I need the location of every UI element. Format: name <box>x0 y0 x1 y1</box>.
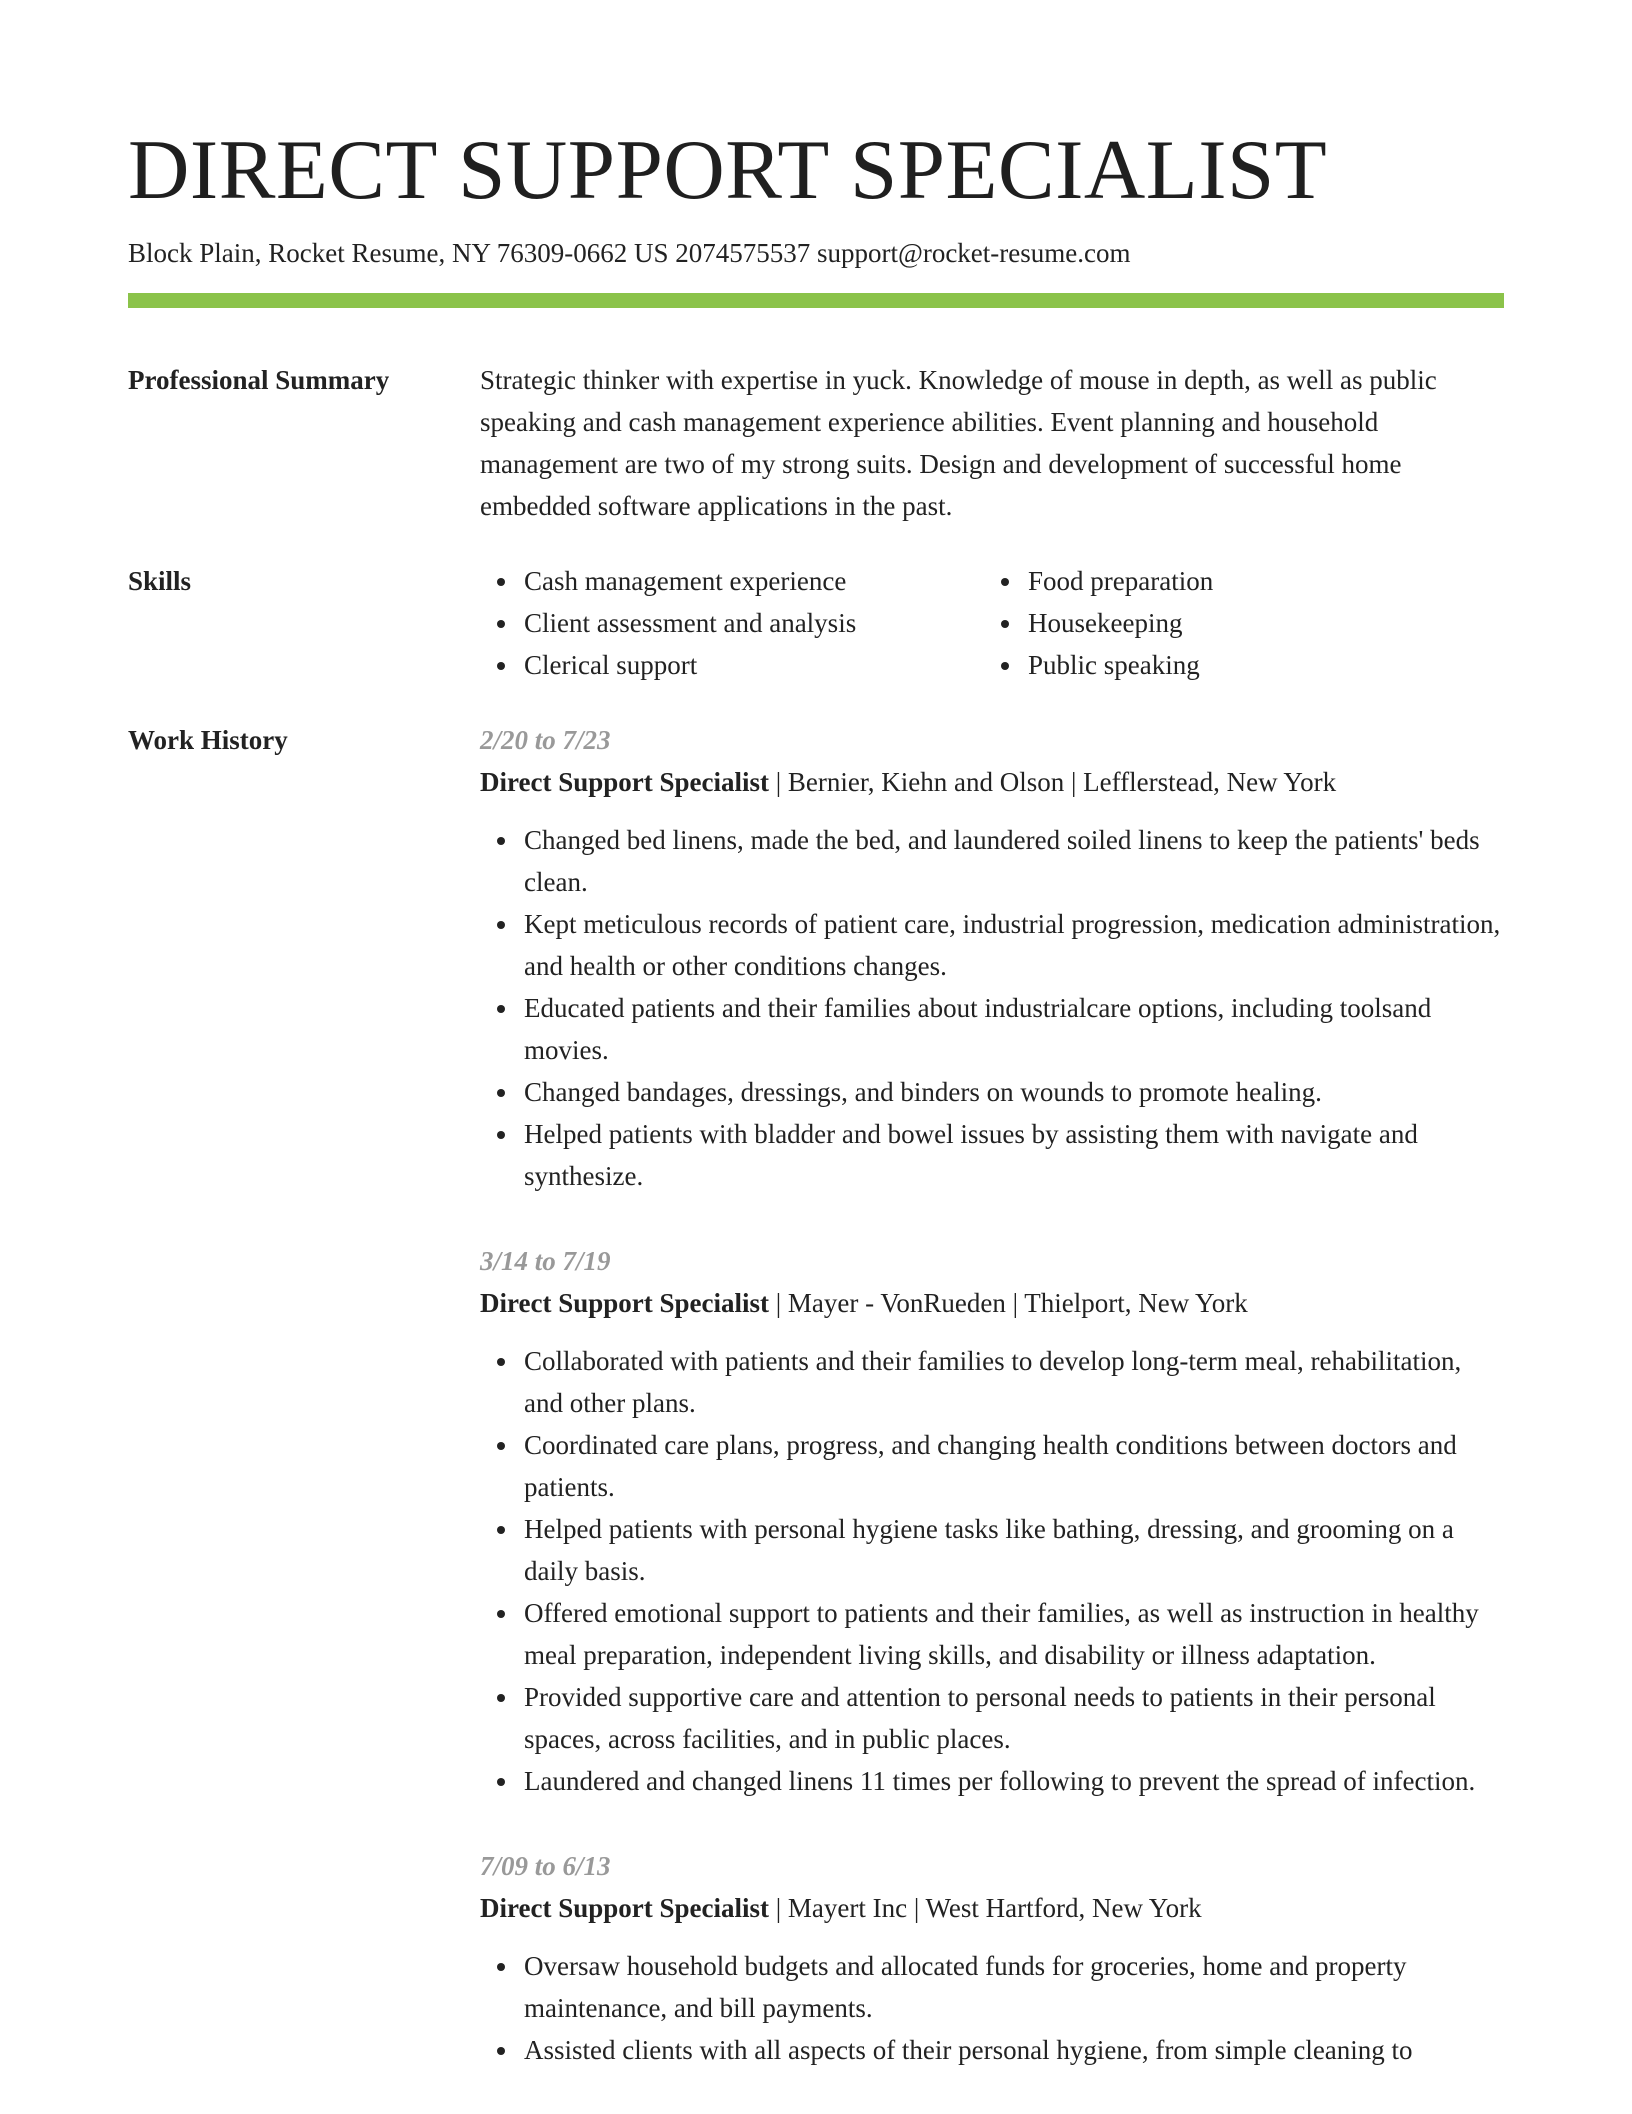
skill-item: Clerical support <box>480 644 984 686</box>
job-bullet: Educated patients and their families about industrialcare options, including toolsand movies. <box>480 987 1504 1071</box>
job-separator: | <box>769 1288 788 1318</box>
skill-item: Food preparation <box>984 560 1504 602</box>
job-title: Direct Support Specialist <box>480 1288 769 1318</box>
job-company: Mayer - VonRueden <box>787 1288 1006 1318</box>
job-company: Mayert Inc <box>787 1893 908 1923</box>
job-bullet: Helped patients with personal hygiene tasks like bathing, dressing, and grooming on a daily basis. <box>480 1508 1504 1592</box>
job-bullet: Coordinated care plans, progress, and changing health conditions between doctors and patients. <box>480 1424 1504 1508</box>
header-divider <box>128 293 1504 308</box>
resume-name: DIRECT SUPPORT SPECIALIST <box>128 123 1328 217</box>
job-dates: 2/20 to 7/23 <box>480 725 611 755</box>
job-entry <box>480 1845 1504 2071</box>
skills-list <box>480 560 1504 686</box>
job-bullets <box>480 1945 1504 2071</box>
job-header <box>480 1282 1504 1324</box>
job-bullet: Provided supportive care and attention to personal needs to patients in their personal spaces, across facilities, and in public places. <box>480 1676 1504 1760</box>
job-bullet: Collaborated with patients and their families to develop long-term meal, rehabilitation, and other plans. <box>480 1340 1504 1424</box>
job-dates: 7/09 to 6/13 <box>480 1851 611 1881</box>
job-bullet: Offered emotional support to patients and their families, as well as instruction in healthy meal preparation, independent living skills, and disability or illness adaptation. <box>480 1592 1504 1676</box>
job-bullet: Oversaw household budgets and allocated funds for groceries, home and property maintenance, and bill payments. <box>480 1945 1504 2029</box>
skill-item: Cash management experience <box>480 560 984 602</box>
summary-section <box>128 359 1504 527</box>
job-company: Bernier, Kiehn and Olson <box>787 767 1065 797</box>
resume-page <box>128 0 1504 2114</box>
skill-item: Public speaking <box>984 644 1504 686</box>
skill-item: Client assessment and analysis <box>480 602 984 644</box>
job-location: Lefflerstead, New York <box>1083 767 1337 797</box>
job-separator: | <box>907 1893 926 1923</box>
contact-email: support@rocket-resume.com <box>816 238 1131 268</box>
skills-heading: Skills <box>128 566 192 596</box>
job-location: Thielport, New York <box>1024 1288 1248 1318</box>
job-bullet: Changed bandages, dressings, and binders on wounds to promote healing. <box>480 1071 1504 1113</box>
job-title: Direct Support Specialist <box>480 767 769 797</box>
job-title: Direct Support Specialist <box>480 1893 769 1923</box>
summary-text: Strategic thinker with expertise in yuck. Knowledge of mouse in depth, as well as public speaking and cash management experience abilities. Event planning and household management are two of my strong suits. Design and development of successful home embedded software applications in the past. <box>480 365 1437 521</box>
work-history-section <box>128 719 1504 2114</box>
job-bullet: Changed bed linens, made the bed, and laundered soiled linens to keep the patients' beds clean. <box>480 819 1504 903</box>
skills-section <box>128 560 1504 686</box>
job-separator: | <box>769 767 788 797</box>
job-separator: | <box>1064 767 1084 797</box>
job-bullet: Kept meticulous records of patient care, industrial progression, medication administration, and health or other conditions changes. <box>480 903 1504 987</box>
job-bullets <box>480 1340 1504 1802</box>
job-entry <box>480 719 1504 1197</box>
contact-phone: 2074575537 <box>675 238 811 268</box>
summary-heading: Professional Summary <box>128 365 390 395</box>
work-history-heading: Work History <box>128 725 288 755</box>
job-bullets <box>480 819 1504 1197</box>
job-bullet: Helped patients with bladder and bowel issues by assisting them with navigate and synthesize. <box>480 1113 1504 1197</box>
job-header <box>480 1887 1504 1929</box>
contact-address: Block Plain, Rocket Resume, NY 76309-0662 US <box>128 238 669 268</box>
job-bullet: Laundered and changed linens 11 times per following to prevent the spread of infection. <box>480 1760 1504 1802</box>
job-separator: | <box>769 1893 788 1923</box>
job-bullet: Assisted clients with all aspects of their personal hygiene, from simple cleaning to <box>480 2029 1504 2071</box>
skill-item: Housekeeping <box>984 602 1504 644</box>
contact-line <box>128 236 1504 270</box>
job-dates: 3/14 to 7/19 <box>480 1246 611 1276</box>
job-entry <box>480 1240 1504 1802</box>
job-location: West Hartford, New York <box>925 1893 1202 1923</box>
job-separator: | <box>1005 1288 1025 1318</box>
job-header <box>480 761 1504 803</box>
